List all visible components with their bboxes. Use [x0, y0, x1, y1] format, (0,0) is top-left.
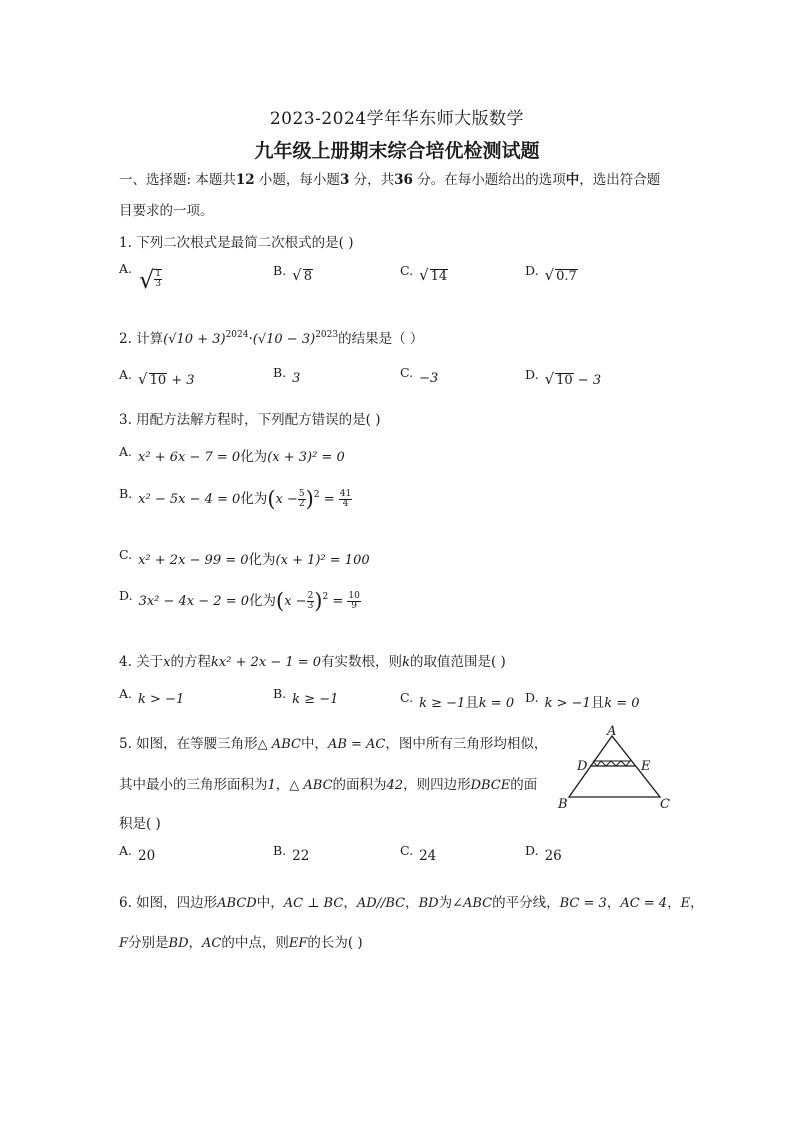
q3-option-a: [119, 445, 345, 465]
question-5-line3: 积是( ): [119, 816, 161, 832]
q4-option-c: [400, 691, 514, 711]
stem-text: 且: [590, 695, 605, 711]
equation: x² + 6x − 7 = 0: [138, 450, 241, 465]
stem-text: ，: [690, 895, 704, 911]
q5-option-c: [400, 843, 437, 864]
fraction-denominator: 2: [298, 499, 305, 509]
option-letter: A.: [119, 686, 133, 701]
stem-text: 6. 如图，四边形: [119, 895, 218, 911]
exam-title-line2: 九年级上册期末综合培优检测试题: [254, 140, 540, 162]
stem-text: 化为: [248, 552, 276, 568]
equation: x −: [284, 594, 307, 609]
equation: (x + 1)² = 100: [275, 553, 370, 568]
math-value: 42: [386, 778, 404, 793]
q2-option-c: [400, 365, 439, 386]
option-value: 24: [419, 848, 437, 864]
section-intro-line2: 目要求的一项。: [119, 203, 214, 219]
math-expr: △ ABC: [257, 737, 301, 752]
intro-text: 中: [565, 172, 580, 188]
option-value: 14: [430, 269, 448, 284]
math-expr: BD: [418, 896, 439, 911]
stem-text: 分别是: [128, 935, 169, 951]
exponent: 2023: [315, 330, 339, 340]
q5-option-d: [525, 843, 562, 864]
equation: x −: [275, 492, 298, 507]
small-triangles-zigzag: [593, 761, 630, 766]
fraction-denominator: 9: [351, 601, 357, 611]
q1-option-d: D. √ 0.7: [525, 263, 577, 284]
option-value: 26: [544, 848, 562, 864]
exam-title-line1: 2023-2024学年华东师大版数学: [269, 109, 525, 129]
math-expr: AD//BC: [356, 896, 406, 911]
fraction-numerator: 1: [155, 269, 162, 279]
option-letter: D.: [119, 588, 133, 603]
q1-option-a-value: √ $\frac{1}{3}$: [139, 266, 162, 294]
option-value: −3: [419, 371, 439, 386]
q3-option-c: [119, 548, 370, 568]
option-value: k > −1: [544, 696, 591, 711]
q5-option-a: [119, 843, 156, 864]
option-value: − 3: [573, 373, 602, 388]
question-5-line1: [119, 732, 547, 752]
math-op: ·: [248, 331, 253, 347]
question-6-line2: [119, 931, 363, 951]
exponent: 2: [313, 490, 320, 500]
option-letter: A.: [119, 444, 133, 459]
stem-text: ，图中所有三角形均相似，: [385, 736, 548, 752]
stem-text: 中，: [256, 895, 284, 911]
stem-text: 有实数根，则: [321, 654, 403, 670]
option-letter: C.: [400, 365, 414, 380]
option-letter: B.: [273, 365, 287, 380]
exponent: 2024: [225, 330, 249, 340]
fraction-denominator: 4: [342, 499, 349, 509]
math-expr: DBCE: [470, 778, 511, 793]
q1-option-a: [119, 261, 138, 282]
intro-count: 12: [235, 172, 255, 188]
option-letter: A.: [119, 261, 133, 276]
stem-text: 的取值范围是( ): [409, 654, 506, 670]
stem-text: ，: [275, 777, 290, 793]
option-value: 10: [149, 373, 167, 388]
q2-option-b: [273, 365, 301, 386]
option-value: 0.7: [556, 269, 577, 284]
vertex-label-c: C: [660, 797, 670, 810]
equation: BC = 3: [559, 896, 607, 911]
stem-text: ，: [667, 895, 681, 911]
stem-text: 的面积为: [332, 777, 387, 793]
math-op: =: [319, 492, 339, 507]
option-letter: B.: [273, 843, 287, 858]
option-letter: B.: [119, 486, 133, 501]
q2-option-a: A. √ 10 + 3: [119, 367, 195, 388]
question-4-stem: [119, 650, 506, 670]
equation: 3x² − 4x − 2 = 0: [138, 594, 249, 609]
stem-text: 中，: [300, 736, 328, 752]
fraction-numerator: 2: [307, 591, 314, 601]
option-value: 3: [292, 371, 301, 386]
question-5-line2: [119, 773, 537, 793]
stem-text: ，: [405, 895, 419, 911]
stem-text: 其中最小的三角形面积为: [119, 777, 268, 793]
option-value: 8: [303, 269, 313, 284]
math-expr: (√10 − 3): [252, 332, 316, 347]
q3-option-b: B. x² − 5x − 4 = 0化为(x − $\frac{5}{2}$ )$^2$ = $\frac{41}{4}$: [119, 486, 352, 511]
math-expr: EF: [288, 936, 308, 951]
question-6-line1: [119, 891, 704, 911]
stem-text: ，则四边形: [403, 777, 471, 793]
q4-option-d: [525, 691, 640, 711]
stem-text: ，: [188, 935, 203, 951]
math-value: 1: [267, 778, 276, 793]
option-value: 22: [292, 848, 310, 864]
fraction-numerator: 41: [339, 489, 352, 499]
option-letter: D.: [525, 843, 539, 858]
vertex-label-d: D: [577, 759, 588, 774]
triangle-figure: [552, 724, 678, 810]
math-expr: ABCD: [217, 896, 257, 911]
equation: x² − 5x − 4 = 0: [138, 492, 241, 507]
vertex-label-b: B: [558, 797, 568, 810]
option-value: k ≥ −1: [292, 692, 339, 707]
question-3-stem: 3. 用配方法解方程时，下列配方错误的是( ): [119, 412, 381, 428]
stem-text: 的长为( ): [307, 935, 363, 951]
stem-text: ，: [343, 895, 357, 911]
option-letter: D.: [525, 690, 539, 705]
q4-option-a: [119, 686, 185, 707]
question-1-stem: 1. 下列二次根式是最简二次根式的是( ): [119, 235, 354, 251]
option-value: + 3: [167, 373, 195, 388]
stem-text: 为: [438, 895, 453, 911]
stem-text: 化为: [240, 449, 268, 465]
intro-text: ，选出符合题: [579, 172, 661, 188]
option-value: 10: [556, 373, 573, 388]
math-var: F: [119, 936, 129, 951]
option-letter: C.: [119, 547, 133, 562]
math-var: k: [402, 655, 410, 670]
math-expr: △ ABC: [289, 778, 333, 793]
q5-option-b: [273, 843, 310, 864]
intro-text: 一、选择题: 本题共: [119, 172, 236, 188]
stem-text: 的平分线，: [492, 895, 560, 911]
option-letter: C.: [400, 843, 414, 858]
equation: kx² + 2x − 1 = 0: [211, 655, 322, 670]
math-expr: BD: [168, 936, 189, 951]
stem-text: 的面: [510, 777, 538, 793]
intro-text: 小题，每小题: [254, 172, 340, 188]
option-letter: A.: [119, 843, 133, 858]
fraction-denominator: 3: [155, 279, 162, 289]
option-letter: B.: [273, 263, 287, 278]
equation: AB = AC: [327, 737, 386, 752]
equation: (x + 3)² = 0: [267, 450, 345, 465]
stem-text: 的方程: [170, 654, 212, 670]
section-intro-line1: [119, 168, 660, 188]
option-value: k > −1: [138, 692, 185, 707]
stem-text: 化为: [240, 491, 268, 507]
stem-text: 且: [465, 695, 479, 711]
stem-text: 2. 计算: [119, 331, 164, 347]
q1-option-c: C. √ 14: [400, 263, 448, 284]
option-letter: C.: [400, 263, 414, 278]
option-value: 20: [138, 848, 156, 864]
stem-text: 的中点，则: [221, 935, 289, 951]
option-letter: D.: [525, 263, 539, 278]
option-letter: B.: [273, 686, 287, 701]
math-expr: AC: [202, 936, 222, 951]
equation: x² + 2x − 99 = 0: [138, 553, 249, 568]
math-var: E: [680, 896, 691, 911]
option-letter: A.: [119, 367, 133, 382]
stem-text: 5. 如图，在等腰三角形: [119, 736, 258, 752]
stem-text: 4. 关于: [119, 654, 164, 670]
q4-option-b: [273, 686, 339, 707]
intro-text: 分，共: [349, 172, 395, 188]
math-var: x: [163, 655, 171, 670]
vertex-label-e: E: [641, 759, 651, 774]
option-value: k = 0: [604, 696, 640, 711]
math-expr: AC ⊥ BC: [283, 896, 344, 911]
q1-option-b: B. √ 8: [273, 263, 313, 284]
fraction-denominator: 3: [307, 601, 314, 611]
fraction-numerator: 5: [298, 489, 305, 499]
math-op: =: [328, 594, 348, 609]
intro-text: 分。在每小题给出的选项: [412, 172, 566, 188]
math-expr: (√10 + 3): [163, 332, 226, 347]
stem-text: ，: [606, 895, 621, 911]
option-value: k = 0: [478, 696, 515, 711]
option-value: k ≥ −1: [419, 696, 466, 711]
question-2-stem: [119, 327, 423, 347]
stem-text: 的结果是（ ）: [338, 331, 424, 347]
equation: AC = 4: [620, 896, 668, 911]
option-letter: D.: [525, 367, 539, 382]
intro-points: 3: [339, 172, 350, 188]
stem-text: 化为: [249, 593, 276, 609]
intro-total: 36: [394, 172, 413, 188]
fraction-numerator: 10: [348, 591, 360, 601]
option-letter: C.: [400, 690, 414, 705]
q3-option-d: D. 3x² − 4x − 2 = 0化为(x − $\frac{2}{3}$ )$^2$ = $\frac{10}{9}$: [119, 588, 360, 613]
math-expr: ∠ABC: [452, 896, 493, 911]
q2-option-d: D. √ 10 − 3: [525, 367, 602, 388]
vertex-label-a: A: [607, 724, 617, 739]
exponent: 2: [322, 592, 329, 602]
